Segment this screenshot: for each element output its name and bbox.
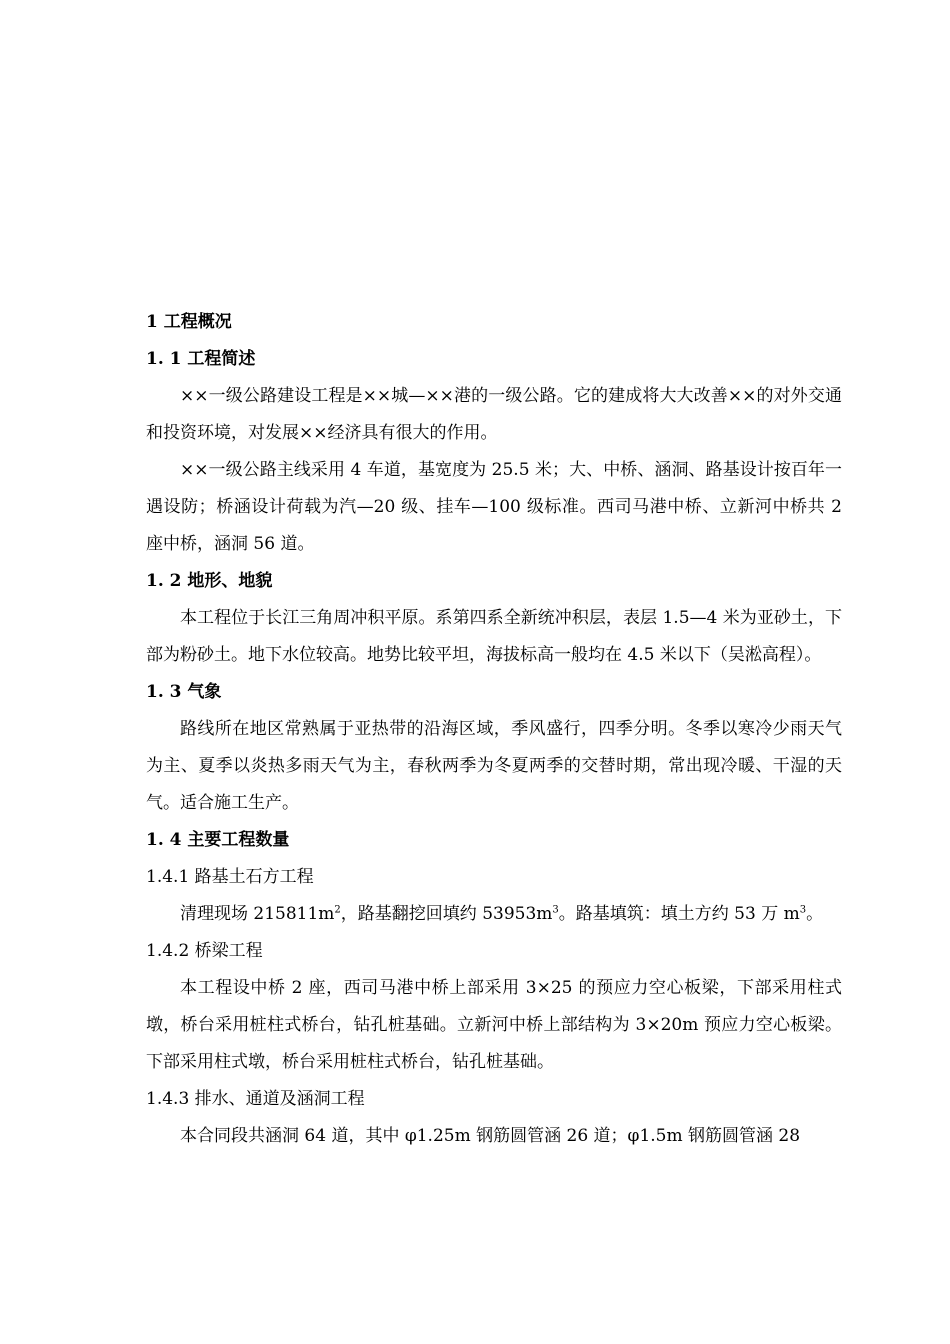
text-run: 。路基填筑：填土方约 53 万 m bbox=[558, 904, 800, 924]
section-heading-1-1: 1. 1 工程简述 bbox=[146, 349, 256, 369]
subsection-heading-1-4-3: 1.4.3 排水、通道及涵洞工程 bbox=[146, 1089, 365, 1109]
text-run: 。 bbox=[806, 904, 824, 924]
paragraph bbox=[146, 896, 842, 933]
section-heading-1-3: 1. 3 气象 bbox=[146, 682, 222, 702]
text-run: 清理现场 215811m bbox=[180, 904, 335, 924]
subsection-heading-1-4-1: 1.4.1 路基土石方工程 bbox=[146, 867, 314, 887]
paragraph: ××一级公路建设工程是××城—××港的一级公路。它的建成将大大改善××的对外交通和投资环境，对发展××经济具有很大的作用。 bbox=[146, 386, 842, 443]
superscript: 3 bbox=[552, 904, 559, 916]
paragraph: 本工程设中桥 2 座，西司马港中桥上部采用 3×25 的预应力空心板梁，下部采用柱式墩，桥台采用桩柱式桥台，钻孔桩基础。立新河中桥上部结构为 3×20m 预应力空心板梁。下部采用柱式墩，桥台采用桩柱式桥台，钻孔桩基础。 bbox=[146, 978, 842, 1072]
superscript: 3 bbox=[799, 904, 807, 916]
section-heading-1-2: 1. 2 地形、地貌 bbox=[146, 571, 273, 591]
paragraph: 本工程位于长江三角周冲积平原。系第四系全新统冲积层，表层 1.5—4 米为亚砂土，下部为粉砂土。地下水位较高。地势比较平坦，海拔标高一般均在 4.5 米以下（吴淞高程）。 bbox=[146, 608, 842, 665]
paragraph: 路线所在地区常熟属于亚热带的沿海区域，季风盛行，四季分明。冬季以寒冷少雨天气为主、夏季以炎热多雨天气为主，春秋两季为冬夏两季的交替时期，常出现冷暖、干湿的天气。适合施工生产。 bbox=[146, 719, 842, 813]
superscript: 2 bbox=[334, 904, 341, 916]
paragraph: 本合同段共涵洞 64 道，其中 φ1.25m 钢筋圆管涵 26 道；φ1.5m 钢筋圆管涵 28 bbox=[180, 1126, 801, 1146]
chapter-heading: 1 工程概况 bbox=[146, 312, 232, 332]
subsection-heading-1-4-2: 1.4.2 桥梁工程 bbox=[146, 941, 263, 961]
paragraph: ××一级公路主线采用 4 车道，基宽度为 25.5 米；大、中桥、涵洞、路基设计按百年一遇设防；桥涵设计荷载为汽—20 级、挂车—100 级标准。西司马港中桥、立新河中桥共 2 座中桥，涵洞 56 道。 bbox=[146, 460, 842, 554]
document-body bbox=[146, 304, 842, 1155]
text-run: ，路基翻挖回填约 53953m bbox=[340, 904, 553, 924]
section-heading-1-4: 1. 4 主要工程数量 bbox=[146, 830, 290, 850]
